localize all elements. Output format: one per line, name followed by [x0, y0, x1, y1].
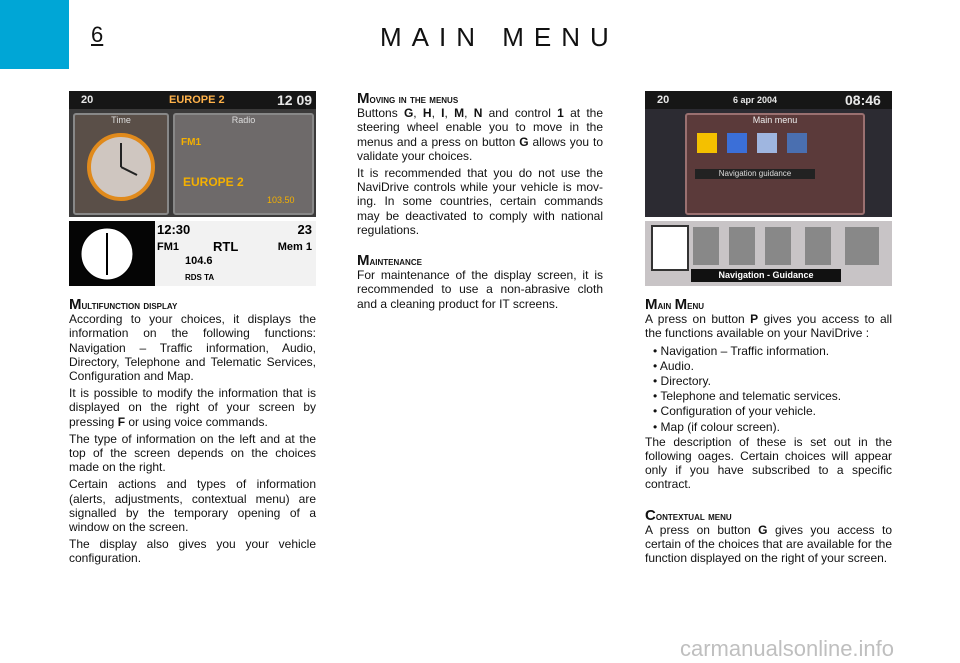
- display-screenshot-time-radio: [69, 91, 316, 217]
- status-bar: [645, 91, 892, 109]
- directory-icon: [765, 227, 791, 265]
- heading-main-menu: Main Menu: [645, 296, 705, 313]
- paragraph: A press on button G gives you access to certain of the choices that are available for the function displayed on the right of your screen.: [645, 522, 892, 566]
- list-item: • Telephone and telematic services.: [653, 389, 892, 403]
- radio-label: Radio: [231, 115, 256, 125]
- mono-frequency: 104.6: [185, 255, 213, 267]
- navigation-icon: [651, 225, 689, 271]
- radio-panel: [173, 113, 314, 215]
- mono-station: RTL: [213, 239, 239, 254]
- paragraph: A press on button P gives you access to all the functions available on your NaviDrive :: [645, 312, 892, 341]
- paragraph: Certain actions and types of information (alerts, adjustments, contextual menu) are signalled by the temporary opening of a window on the screen.: [69, 477, 316, 535]
- display-screenshot-navigation-guidance: [645, 221, 892, 286]
- paragraph: The description of these is set out in the following oages. Certain choices will appear only if you have subscribed to a specific contract.: [645, 434, 892, 492]
- paragraph: It is recommended that you do not use the NaviDrive controls while your vehicle is mov-ing. In some countries, certain commands may be deactivated to comply with national regulations.: [357, 166, 603, 237]
- mono-mem: Mem 1: [277, 241, 312, 253]
- mono-clock: 12:30: [157, 222, 191, 237]
- audio-icon: [693, 227, 719, 265]
- navigation-guidance-label: Navigation - Guidance: [691, 269, 841, 282]
- audio-icon: [727, 133, 747, 153]
- status-clock: 08:46: [845, 92, 881, 108]
- status-clock: 12 09: [277, 92, 313, 108]
- clock-face-icon: [69, 221, 149, 286]
- page-title: MAIN MENU: [380, 22, 619, 52]
- heading-maintenance: Maintenance: [357, 252, 422, 270]
- navigation-icon: [697, 133, 717, 153]
- function-list: [645, 344, 892, 434]
- page-number: 6: [91, 22, 104, 47]
- menu-selection: Navigation guidance: [695, 169, 815, 179]
- heading-multifunction-display: Multifunction display: [69, 296, 178, 313]
- status-left: 20: [657, 94, 670, 106]
- list-item: • Audio.: [653, 359, 892, 373]
- display-screenshot-monochrome: [69, 221, 316, 286]
- corner-tab: [0, 0, 69, 69]
- paragraph: The display also gives you your vehicle configuration.: [69, 537, 316, 566]
- status-date: 6 apr 2004: [733, 95, 778, 105]
- main-menu-panel: [685, 113, 865, 215]
- paragraph: The type of information on the left and at the top of the screen depends on the choices made on the right.: [69, 431, 316, 475]
- paragraph: Buttons G, H, I, M, N and control 1 at the steering wheel enable you to move in the menus and a press on button G allows you to validate your choices.: [357, 106, 604, 163]
- list-item: • Directory.: [653, 374, 892, 388]
- telephone-icon: [805, 227, 831, 265]
- directory-icon: [757, 133, 777, 153]
- time-label: Time: [111, 115, 131, 125]
- mono-band: FM1: [157, 241, 179, 253]
- paragraph: According to your choices, it displays the information on the following functions: Navigation – Traffic information, Audio, Directory, Telephone and Telematic Services, Configuration and Map.: [69, 312, 316, 384]
- status-bar: [69, 91, 316, 109]
- mono-info-panel: [155, 221, 316, 286]
- telephone-icon: [787, 133, 807, 153]
- column-moving-maintenance: [357, 92, 603, 314]
- status-left: 20: [81, 94, 94, 106]
- heading-contextual-menu: Contextual menu: [645, 506, 732, 524]
- display-screenshot-main-menu: [645, 91, 892, 217]
- list-item: • Configuration of your vehicle.: [653, 404, 892, 418]
- radio-frequency: 103.50: [267, 195, 295, 205]
- radio-band: FM1: [181, 137, 201, 148]
- radio-icon: [729, 227, 755, 265]
- menu-label: Main menu: [752, 115, 798, 125]
- column-main-menu: [645, 298, 892, 568]
- paragraph: It is possible to modify the information that is displayed on the right of your screen by pressing F or using voice commands.: [69, 386, 316, 429]
- list-item: • Navigation – Traffic information.: [653, 344, 892, 358]
- time-panel: [73, 113, 169, 215]
- paragraph: For maintenance of the display screen, it is recommended to use a non-abrasive cloth and a cleaning product for IT screens.: [357, 268, 603, 311]
- status-station: EUROPE 2: [169, 94, 225, 106]
- radio-station: EUROPE 2: [183, 175, 244, 189]
- list-item: • Map (if colour screen).: [653, 420, 892, 434]
- column-multifunction-display: [69, 298, 316, 569]
- settings-icon: [845, 227, 879, 265]
- heading-moving-in-the-menus: Moving in the menus: [357, 90, 459, 107]
- mono-right-number: 23: [297, 222, 312, 237]
- mono-rds: RDS TA: [185, 273, 215, 282]
- analog-clock-icon: [75, 125, 167, 205]
- watermark: carmanualsonline.info: [680, 636, 895, 661]
